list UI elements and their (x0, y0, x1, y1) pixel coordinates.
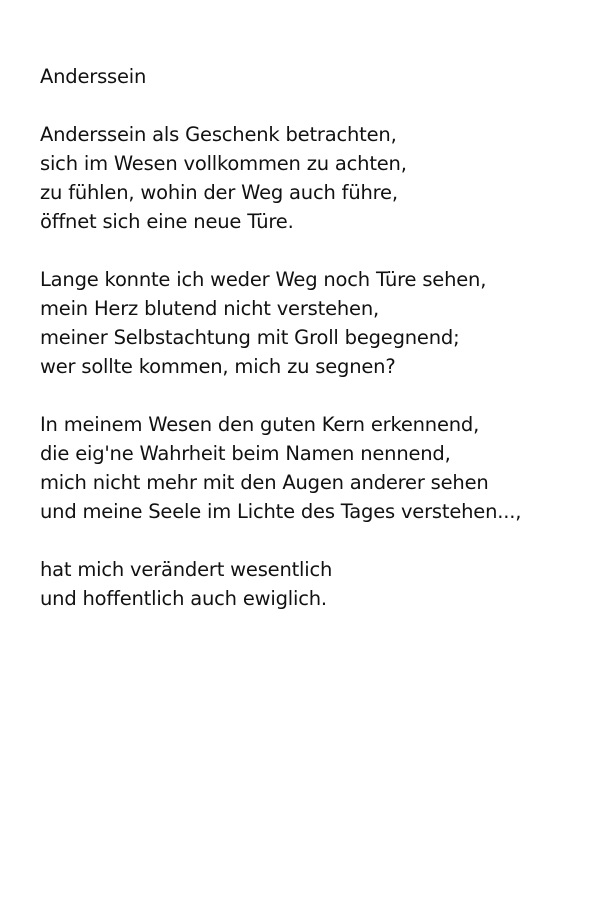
poem-line: und meine Seele im Lichte des Tages verstehen..., (40, 500, 522, 523)
poem-line: meiner Selbstachtung mit Groll begegnend; (40, 326, 460, 349)
poem-line: sich im Wesen vollkommen zu achten, (40, 152, 407, 175)
poem-line: zu fühlen, wohin der Weg auch führe, (40, 181, 398, 204)
stanza-3 (40, 410, 580, 526)
stanza-2 (40, 265, 580, 381)
poem-line: wer sollte kommen, mich zu segnen? (40, 355, 396, 378)
poem-line: die eig'ne Wahrheit beim Namen nennend, (40, 442, 451, 465)
poem-page (40, 62, 580, 642)
poem-line: mich nicht mehr mit den Augen anderer sehen (40, 471, 489, 494)
poem-line: hat mich verändert wesentlich (40, 558, 333, 581)
stanza-4 (40, 555, 580, 613)
poem-line: und hoffentlich auch ewiglich. (40, 587, 327, 610)
poem-line: öffnet sich eine neue Türe. (40, 210, 294, 233)
poem-line: mein Herz blutend nicht verstehen, (40, 297, 379, 320)
poem-line: Anderssein als Geschenk betrachten, (40, 123, 397, 146)
poem-line: In meinem Wesen den guten Kern erkennend, (40, 413, 480, 436)
poem-line: Lange konnte ich weder Weg noch Türe sehen, (40, 268, 487, 291)
poem-title: Anderssein (40, 65, 147, 88)
stanza-1 (40, 120, 580, 236)
